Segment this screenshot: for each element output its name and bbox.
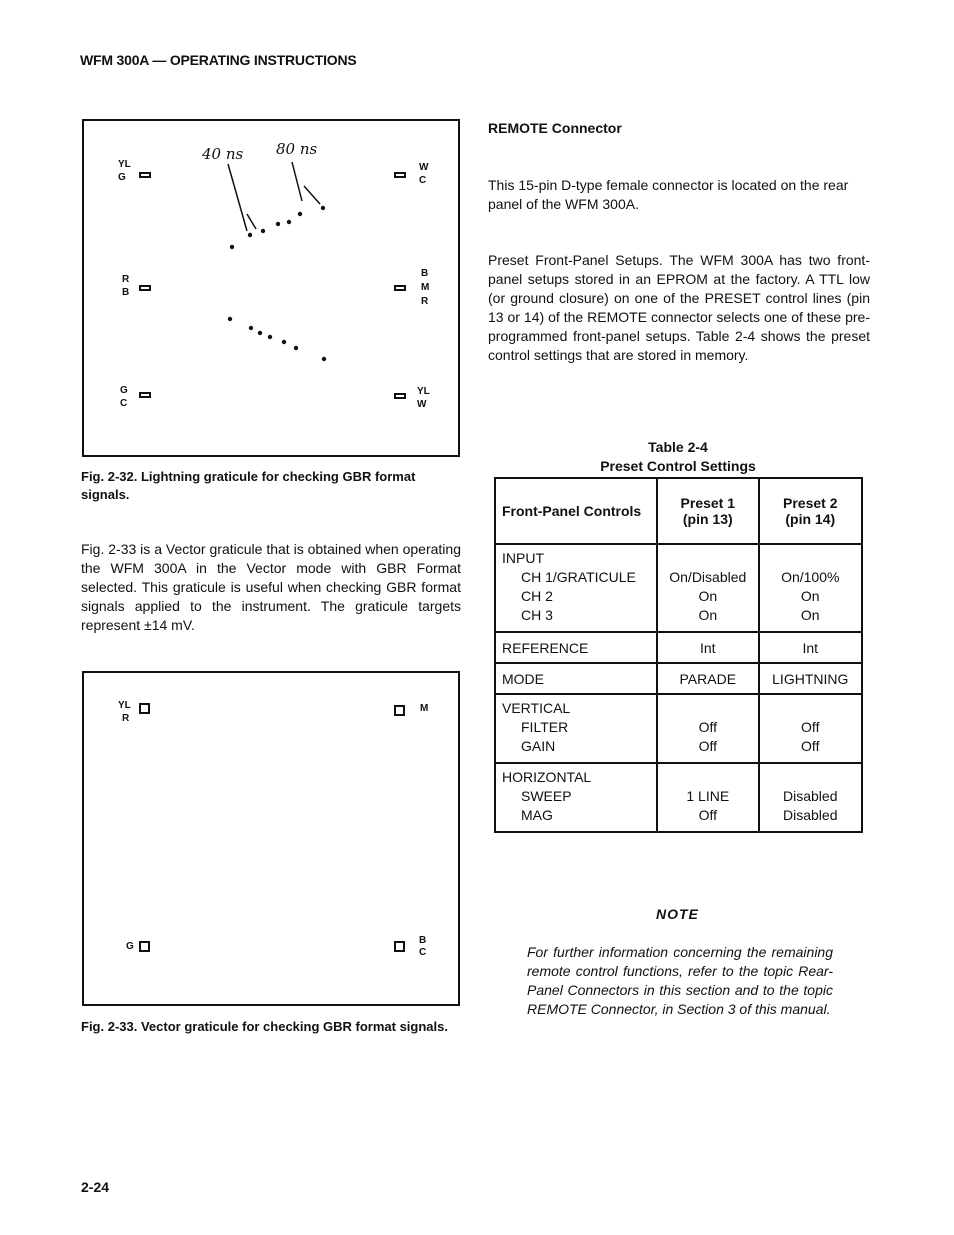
remote-connector-description: This 15-pin D-type female connector is located on the rear panel of the WFM 300A.	[488, 177, 849, 212]
note-title: NOTE	[656, 906, 699, 922]
label-w-c: W C	[419, 162, 429, 186]
table-row-horizontal: HORIZONTAL SWEEP MAG 1 LINE Off Disabled Disabled	[495, 763, 862, 832]
fig-2-33-graticule	[82, 671, 460, 1006]
note-text: For further information concerning the remaining remote control functions, refer to the topic Rear-Panel Connectors in this section and to the topic REMOTE Connector, in Section 3 of this manual.	[527, 944, 833, 1017]
label-g-c: G C	[120, 385, 128, 409]
label-m: M	[420, 703, 429, 714]
target-r-b	[139, 285, 151, 291]
fig-2-32-caption: Fig. 2-32. Lightning graticule for checking GBR format signals.	[81, 469, 416, 502]
preset-control-settings-table	[494, 477, 863, 833]
running-header: WFM 300A — OPERATING INSTRUCTIONS	[80, 52, 357, 68]
table-header-row	[495, 478, 862, 544]
timing-label-80ns: 80 ns	[276, 140, 318, 158]
target-g-c	[139, 392, 151, 398]
label-r-b: R B	[122, 274, 130, 298]
fig-2-33-caption: Fig. 2-33. Vector graticule for checking GBR format signals.	[81, 1019, 448, 1034]
table-2-4-title: Table 2-4 Preset Control Settings	[600, 439, 756, 474]
label-g: G	[126, 941, 134, 952]
label-b-c: B C	[419, 935, 427, 958]
header-front-panel-controls: Front-Panel Controls	[495, 478, 657, 544]
page-number: 2-24	[81, 1179, 110, 1195]
target-yl-g	[139, 172, 151, 178]
target-yl-r	[139, 703, 150, 714]
table-row-mode: MODE PARADE LIGHTNING	[495, 663, 862, 694]
header-preset-1: Preset 1 (pin 13)	[657, 478, 759, 544]
target-g	[139, 941, 150, 952]
table-row-vertical: VERTICAL FILTER GAIN Off Off Off Off	[495, 694, 862, 763]
table-row-reference: REFERENCE Int Int	[495, 632, 862, 663]
header-preset-2: Preset 2 (pin 14)	[759, 478, 862, 544]
remote-connector-heading: REMOTE Connector	[488, 120, 622, 136]
target-w-c	[394, 172, 406, 178]
fig-2-32-graticule	[82, 119, 460, 457]
label-yl-r: YL R	[118, 700, 131, 724]
timing-label-40ns: 40 ns	[202, 145, 244, 163]
fig-2-33-description: Fig. 2-33 is a Vector graticule that is obtained when operating the WFM 300A in the Vector mode with GBR Format selected. This graticule is useful when checking GBR format signals applied to the instrument. The graticule targets represent ±14 mV.	[81, 541, 461, 633]
label-b-m-r: B M R	[421, 268, 430, 307]
target-yl-w	[394, 393, 406, 399]
preset-setups-paragraph: Preset Front-Panel Setups. The WFM 300A has two front-panel setups stored in an EPROM at the factory. A TTL low (or ground closure) on one of the PRESET control lines (pin 13 or 14) of the REMOTE connector selects one of these pre-programmed front-panel setups. Table 2-4 shows the preset control settings that are stored in memory.	[488, 252, 870, 363]
target-b-c	[394, 941, 405, 952]
table-row-input: INPUT CH 1/GRATICULE CH 2 CH 3 On/Disabled On On On/100% On On	[495, 544, 862, 632]
label-yl-g: YL G	[118, 159, 131, 183]
target-b-m-r	[394, 285, 406, 291]
label-yl-w: YL W	[417, 386, 430, 410]
target-m	[394, 705, 405, 716]
